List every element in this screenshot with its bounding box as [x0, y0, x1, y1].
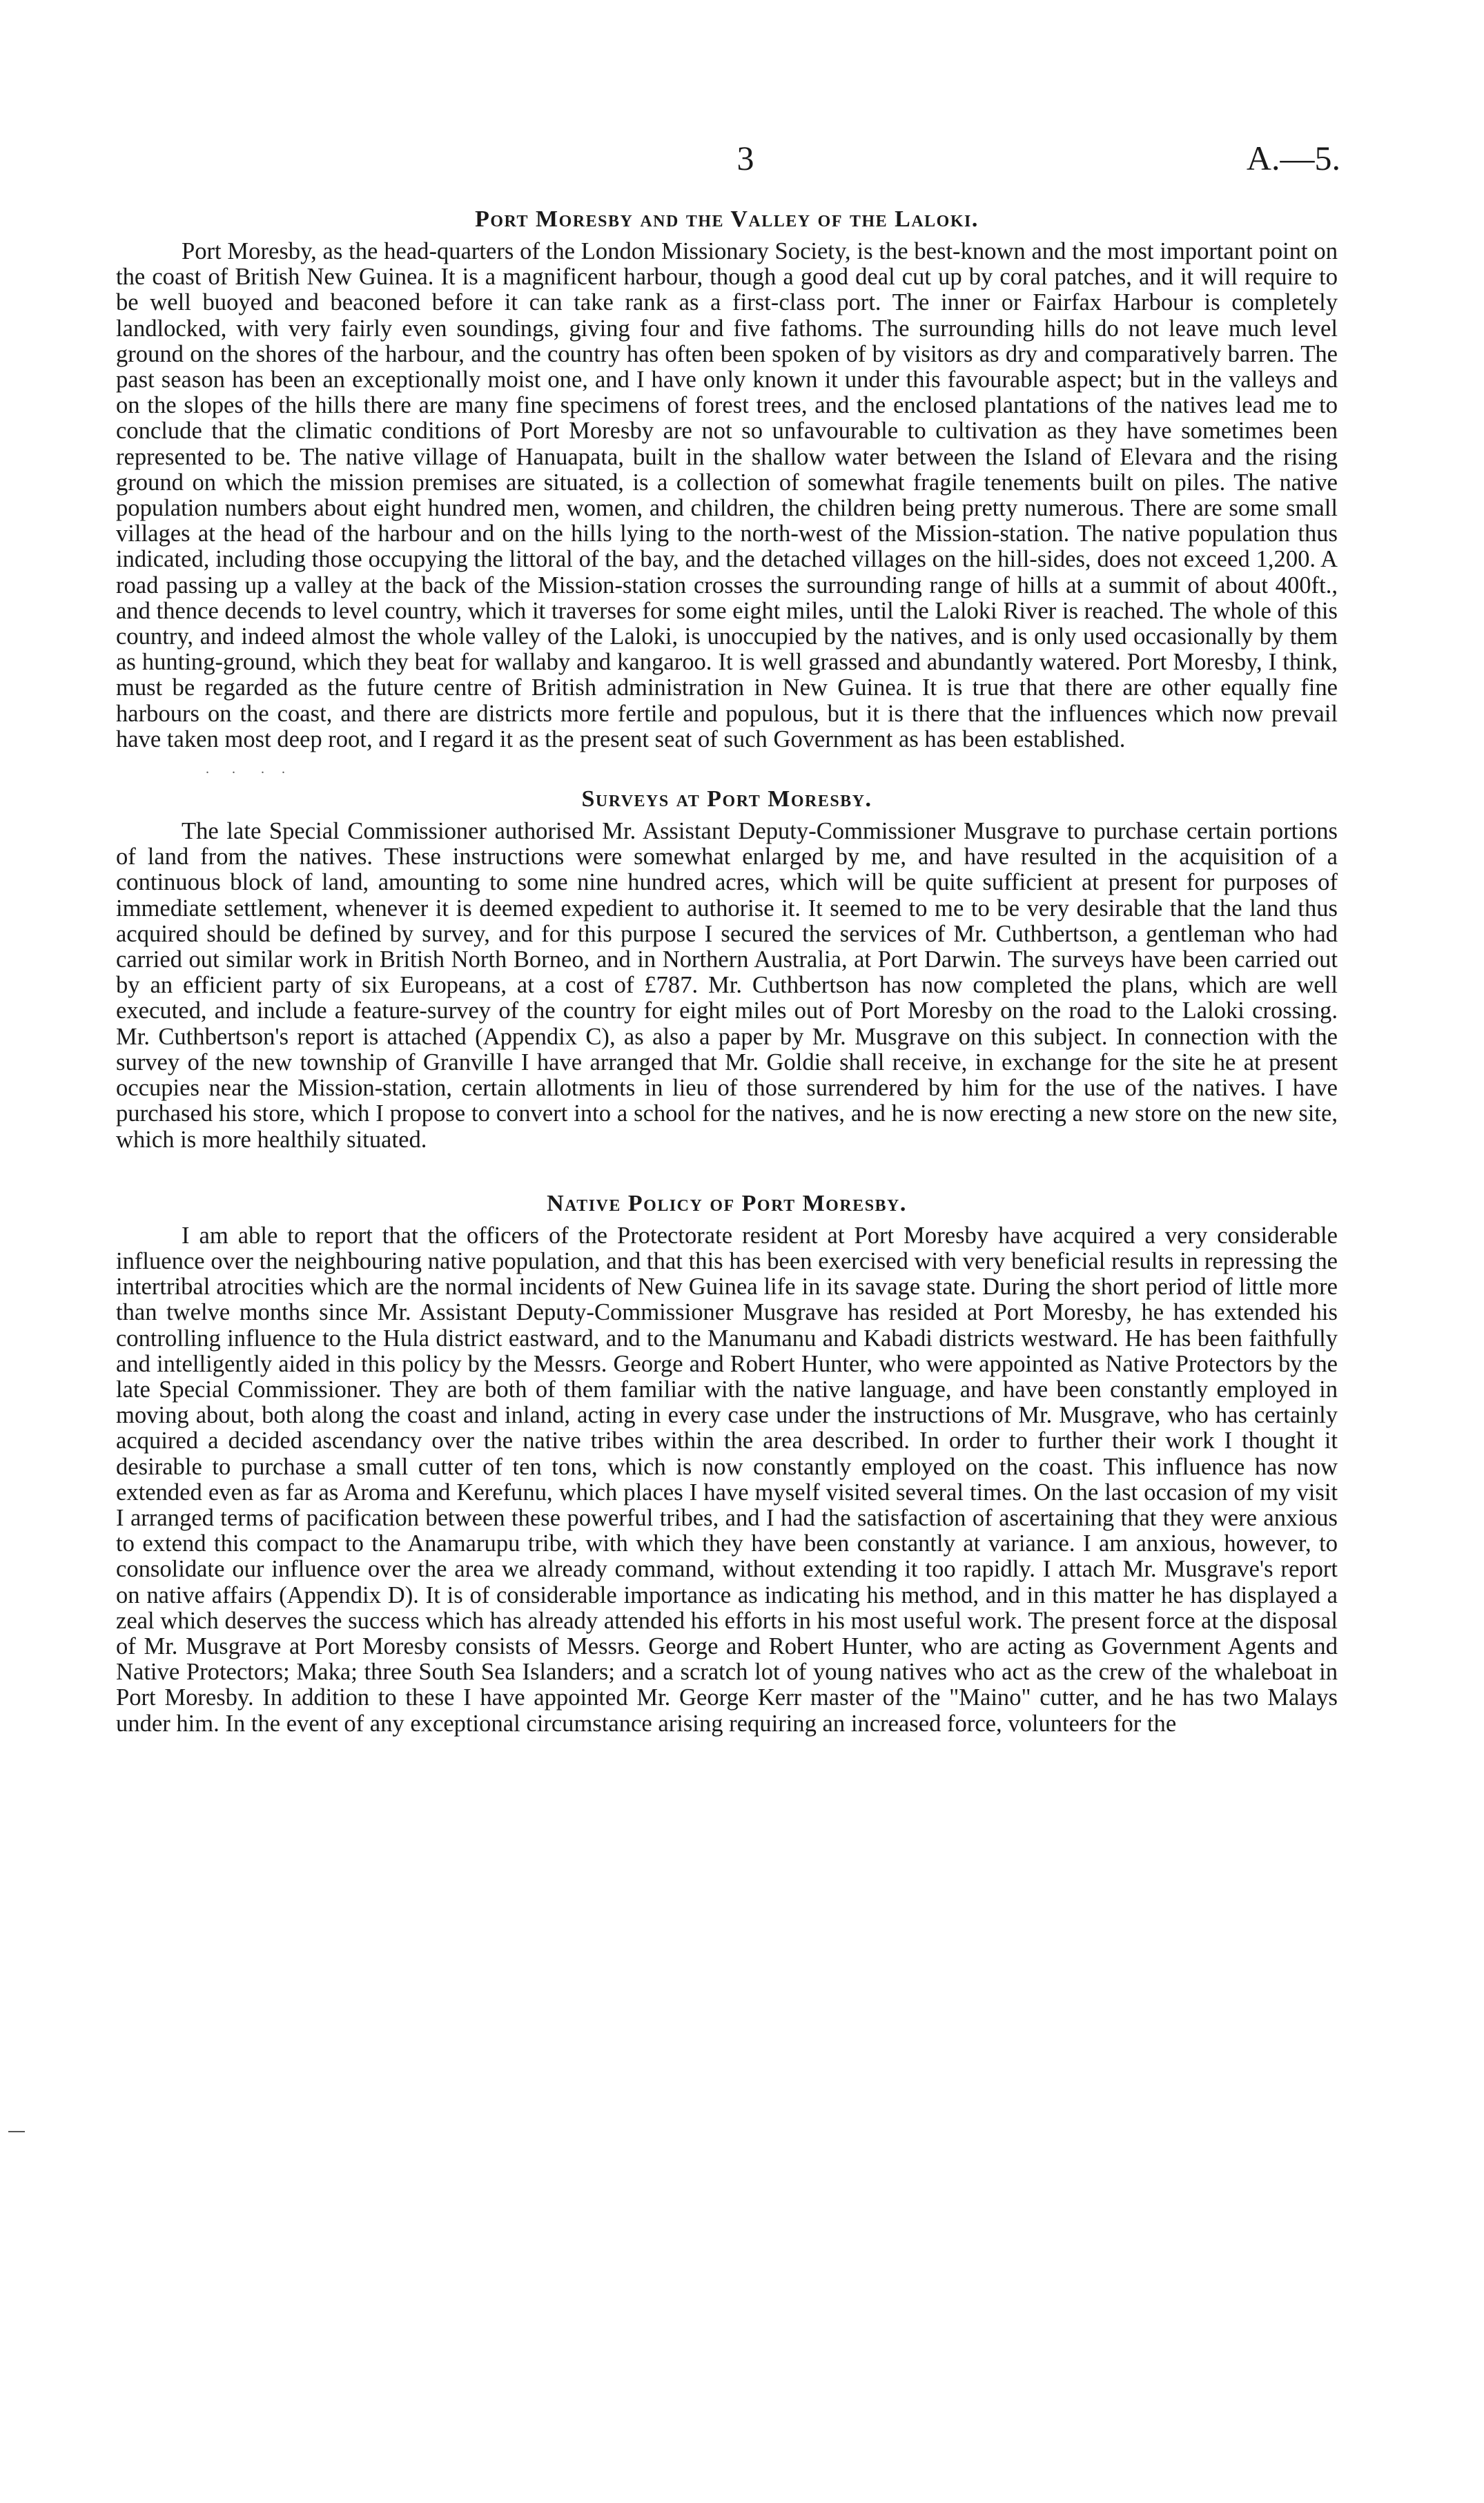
section-native-policy — [116, 1185, 1338, 1737]
section-paragraph: I am able to report that the officers of the Protectorate resident at Port Moresby have acquired a very considerable influence over the neighbouring native population, and that this has been exercised with very beneficial results in repressing the intertribal atrocities which are the normal incidents of New Guinea life in its savage state. During the short period of little more than twelve months since Mr. Assistant Deputy-Commissioner Musgrave has resided at Port Moresby, he has extended his controlling influence to the Hula district eastward, and to the Manumanu and Kabadi districts westward. He has been faithfully and intelligently aided in this policy by the Messrs. George and Robert Hunter, who were appointed as Native Protectors by the late Special Commissioner. They are both of them familiar with the native language, and have been constantly employed in moving about, both along the coast and inland, acting in every case under the instructions of Mr. Musgrave, who has certainly acquired a decided ascendancy over the native tribes within the area described. In order to further their work I thought it desirable to purchase a small cutter of ten tons, which is now constantly employed on the coast. This influence has now extended even as far as Aroma and Kerefunu, which places I have myself visited several times. On the last occasion of my visit I arranged terms of pacification between these powerful tribes, and I had the satisfaction of ascertaining that they were anxious to extend this compact to the Anamarupu tribe, with which they have been constantly at variance. I am anxious, however, to consolidate our influence over the area we already command, without extending it too rapidly. I attach Mr. Musgrave's report on native affairs (Appendix D). It is of considerable importance as indicating his method, and in this matter he has displayed a zeal which deserves the success which has already attended his efforts in his most useful work. The present force at the disposal of Mr. Musgrave at Port Moresby consists of Messrs. George and Robert Hunter, who are acting as Government Agents and Native Protectors; Maka; three South Sea Islanders; and a scratch lot of young natives who act as the crew of the whaleboat in Port Moresby. In addition to these I have appointed Mr. George Kerr master of the "Maino" cutter, and he has two Malays under him. In the event of any exceptional circumstance arising requiring an increased force, volunteers for the — [116, 1222, 1338, 1737]
section-paragraph: Port Moresby, as the head-quarters of the London Missionary Society, is the best-known and the most important point on the coast of British New Guinea. It is a magnificent harbour, though a good deal cut up by coral patches, and it will require to be well buoyed and beaconed before it can take rank as a first-class port. The inner or Fairfax Harbour is completely landlocked, with very fairly even soundings, giving four and five fathoms. The surrounding hills do not leave much level ground on the shores of the harbour, and the country has often been spoken of by visitors as dry and comparatively barren. The past season has been an exceptionally moist one, and I have only known it under this favourable aspect; but in the valleys and on the slopes of the hills there are many fine specimens of forest trees, and the enclosed plantations of the natives lead me to conclude that the climatic conditions of Port Moresby are not so unfavourable to cultivation as they have sometimes been represented to be. The native village of Hanuapata, built in the shallow water between the Island of Elevara and the rising ground on which the mission premises are situated, is a collection of somewhat fragile tenements built on piles. The native population numbers about eight hundred men, women, and children, the children being pretty numerous. There are some small villages at the head of the harbour and on the hills lying to the north-west of the Mission-station. The native population thus indicated, including those occupying the littoral of the bay, and the detached villages on the hill-sides, does not exceed 1,200. A road passing up a valley at the back of the Mission-station crosses the surrounding range of hills at a summit of about 400ft., and thence decends to level country, which it traverses for some eight miles, until the Laloki River is reached. The whole of this country, and indeed almost the whole valley of the Laloki, is unoccupied by the natives, and is only used occasionally by them as hunting-ground, which they beat for wallaby and kangaroo. It is well grassed and abundantly watered. Port Moresby, I think, must be regarded as the future centre of British administration in New Guinea. It is true that there are other equally fine harbours on the coast, and there are districts more fertile and populous, but it is there that the influences which now prevail have taken most deep root, and I regard it as the present seat of such Government as has been established. — [116, 238, 1338, 752]
section-heading: Port Moresby and the Valley of the Laloki. — [475, 206, 979, 232]
section-heading: Native Policy of Port Moresby. — [547, 1190, 907, 1216]
section-surveys — [116, 780, 1338, 1153]
section-port-moresby — [116, 200, 1338, 752]
section-heading: Surveys at Port Moresby. — [581, 786, 872, 812]
document-body — [116, 200, 1338, 1737]
page-reference: A.—5. — [1246, 139, 1340, 177]
section-paragraph: The late Special Commissioner authorised Mr. Assistant Deputy-Commissioner Musgrave to purchase certain portions of land from the natives. These instructions were somewhat enlarged by me, and have resulted in the acquisition of a continuous block of land, amounting to some nine hundred acres, which will be quite sufficient at present for purposes of immediate settlement, whenever it is deemed expedient to authorise it. It seemed to me to be very desirable that the land thus acquired should be defined by survey, and for this purpose I secured the services of Mr. Cuthbertson, a gentleman who had carried out similar work in British North Borneo, and in Northern Australia, at Port Darwin. The surveys have been carried out by an efficient party of six Europeans, at a cost of £787. Mr. Cuthbertson has now completed the plans, which are well executed, and include a feature-survey of the country for eight miles out of Port Moresby on the road to the Laloki crossing. Mr. Cuthbertson's report is attached (Appendix C), as also a paper by Mr. Musgrave on this subject. In connection with the survey of the new township of Granville I have arranged that Mr. Goldie shall receive, in exchange for the site he at present occupies near the Mission-station, certain allotments in lieu of those surrendered by him for the use of the natives. I have purchased his store, which I propose to convert into a school for the natives, and he is now erecting a new store on the new site, which is more healthily situated. — [116, 818, 1338, 1153]
page-number: 3 — [736, 139, 754, 177]
separator-dots: . . . . — [206, 761, 285, 777]
margin-mark — [8, 2131, 25, 2132]
section-spacer — [116, 1153, 1338, 1185]
